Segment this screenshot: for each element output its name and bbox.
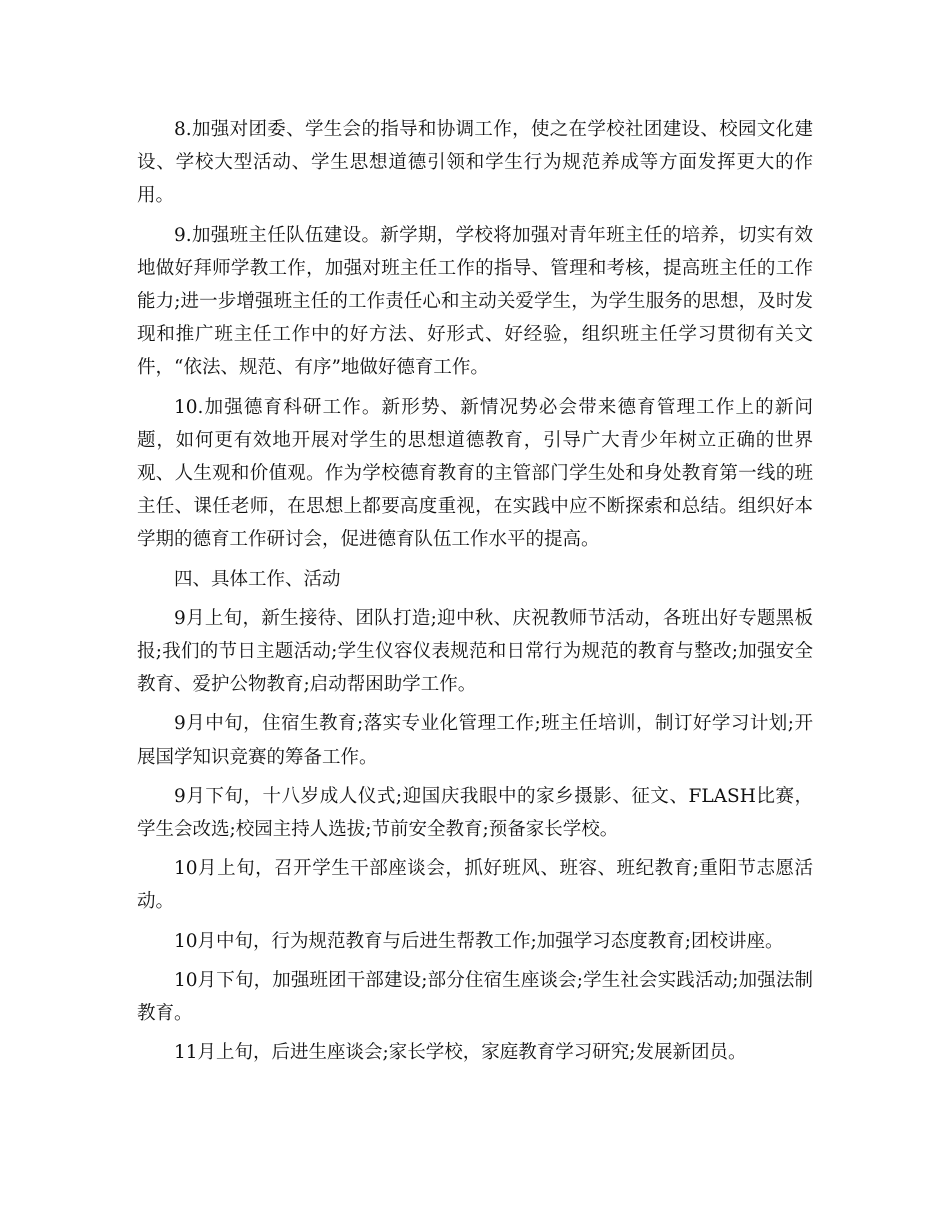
schedule-oct-early: 10月上旬，召开学生干部座谈会，抓好班风、班容、班纪教育;重阳节志愿活动。 [137,858,813,913]
paragraph-item-8: 8.加强对团委、学生会的指导和协调工作，使之在学校社团建设、校园文化建设、学校大型活动、学生思想道德引领和学生行为规范养成等方面发挥更大的作用。 [137,119,813,207]
paragraph-item-10: 10.加强德育科研工作。新形势、新情况势必会带来德育管理工作上的新问题，如何更有效地开展对学生的思想道德教育，引导广大青少年树立正确的世界观、人生观和价值观。作为学校德育教育的主管部门学生处和身处教育第一线的班主任、课任老师，在思想上都要高度重视，在实践中应不断探索和总结。组织好本学期的德育工作研讨会，促进德育队伍工作水平的提高。 [137,396,813,551]
schedule-nov-early: 11月上旬，后进生座谈会;家长学校，家庭教育学习研究;发展新团员。 [174,1042,747,1064]
schedule-sep-early: 9月上旬，新生接待、团队打造;迎中秋、庆祝教师节活动，各班出好专题黑板报;我们的节日主题活动;学生仪容仪表规范和日常行为规范的教育与整改;加强安全教育、爱护公物教育;启动帮困助学工作。 [137,607,813,696]
document-body [137,113,813,1075]
schedule-oct-late: 10月下旬，加强班团干部建设;部分住宿生座谈会;学生社会实践活动;加强法制教育。 [137,969,813,1025]
schedule-sep-mid: 9月中旬，住宿生教育;落实专业化管理工作;班主任培训，制订好学习计划;开展国学知识竞赛的筹备工作。 [137,713,813,768]
schedule-sep-late: 9月下旬，十八岁成人仪式;迎国庆我眼中的家乡摄影、征文、FLASH比赛，学生会改选;校园主持人选拔;节前安全教育;预备家长学校。 [137,785,813,841]
schedule-oct-mid: 10月中旬，行为规范教育与后进生帮教工作;加强学习态度教育;团校讲座。 [174,930,784,952]
section-heading: 四、具体工作、活动 [174,568,341,590]
paragraph-item-9: 9.加强班主任队伍建设。新学期，学校将加强对青年班主任的培养，切实有效地做好拜师学教工作，加强对班主任工作的指导、管理和考核，提高班主任的工作能力;进一步增强班主任的工作责任心和主动关爱学生，为学生服务的思想，及时发现和推广班主任工作中的好方法、好形式、好经验，组织班主任学习贯彻有关文件，“依法、规范、有序”地做好德育工作。 [137,224,813,379]
